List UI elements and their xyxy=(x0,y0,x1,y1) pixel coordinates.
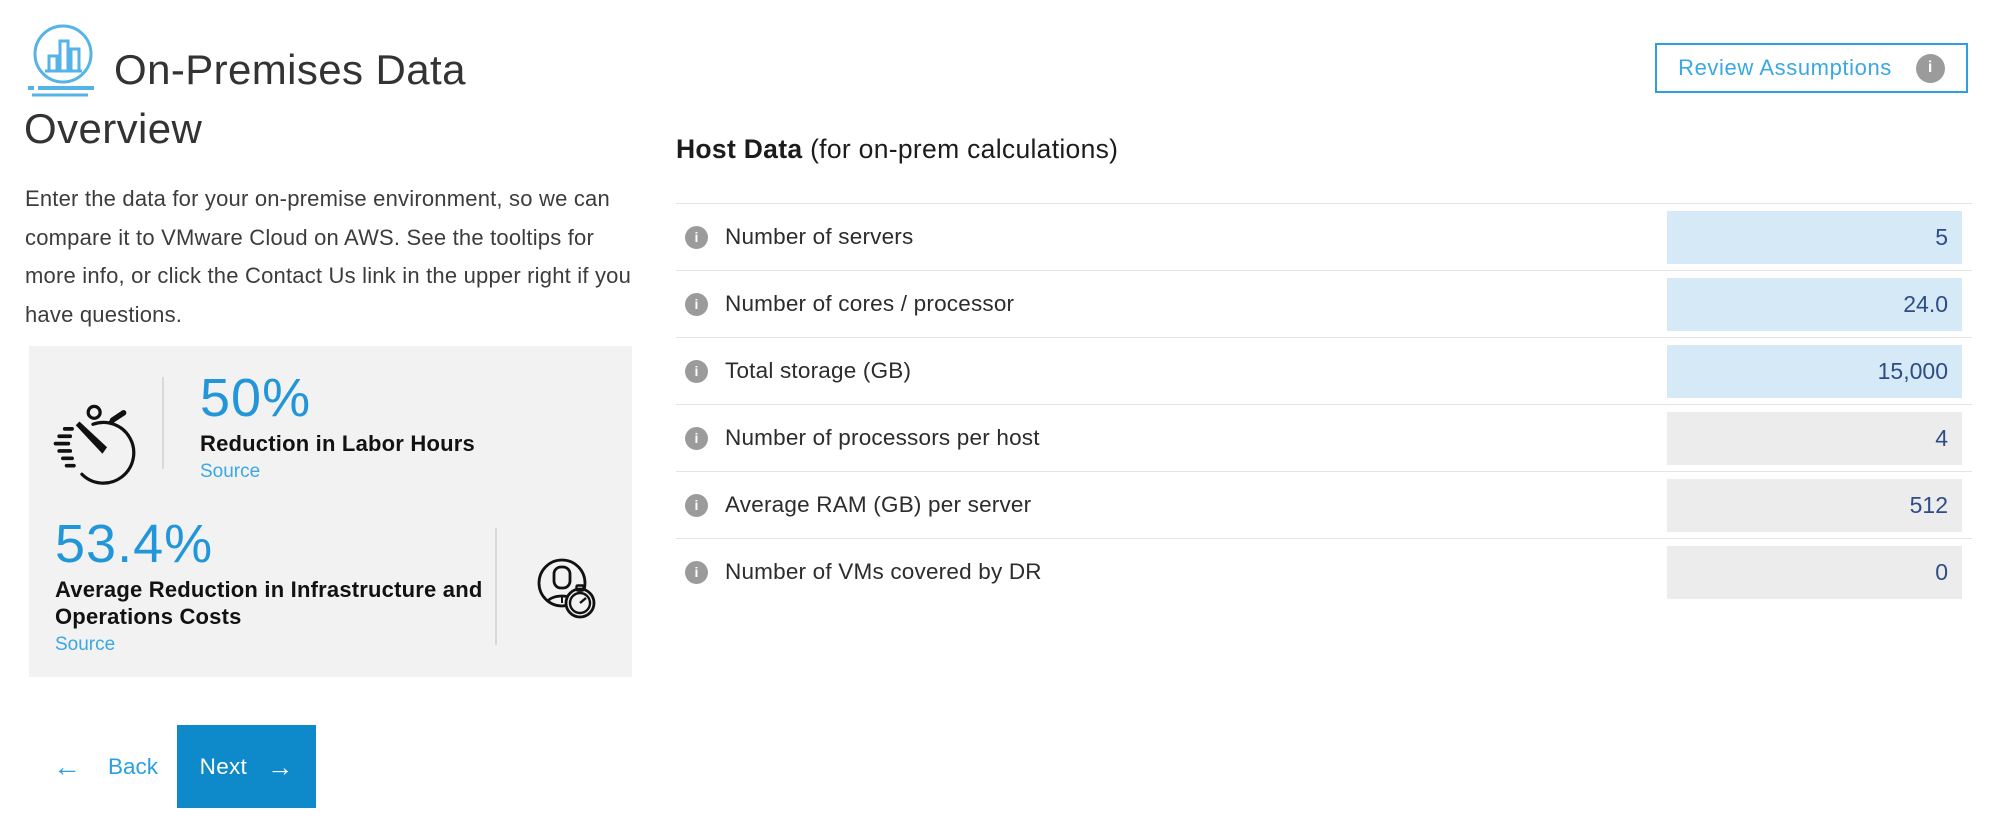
host-data-subtitle: (for on-prem calculations) xyxy=(810,134,1119,164)
review-assumptions-label: Review Assumptions xyxy=(1678,55,1892,80)
row-input[interactable] xyxy=(1667,278,1962,331)
stat-label: Reduction in Labor Hours xyxy=(200,431,475,456)
host-data-heading xyxy=(676,134,1118,165)
page-title-block xyxy=(24,18,624,157)
info-icon[interactable]: i xyxy=(685,226,708,249)
review-assumptions-button[interactable] xyxy=(1655,43,1968,93)
row-label: Number of cores / processor xyxy=(725,291,1015,316)
host-data-title: Host Data xyxy=(676,134,803,164)
divider xyxy=(162,377,164,469)
back-arrow-icon: ← xyxy=(53,750,81,782)
host-data-table xyxy=(676,203,1972,605)
next-button[interactable] xyxy=(177,725,316,808)
source-link[interactable]: Source xyxy=(200,461,261,482)
page-title xyxy=(24,18,624,157)
info-icon[interactable]: i xyxy=(685,427,708,450)
divider xyxy=(495,528,497,645)
source-link[interactable]: Source xyxy=(55,634,116,655)
back-button[interactable] xyxy=(53,750,159,782)
table-row xyxy=(676,203,1972,270)
stat-labor-hours xyxy=(29,346,632,490)
admin-with-stopwatch-icon xyxy=(535,556,599,624)
stat-value: 50% xyxy=(200,368,312,428)
row-label: Number of processors per host xyxy=(725,425,1040,450)
info-icon[interactable]: i xyxy=(685,293,708,316)
row-label: Total storage (GB) xyxy=(725,358,912,383)
bar-chart-presentation-icon xyxy=(24,18,100,100)
row-label: Number of VMs covered by DR xyxy=(725,559,1042,584)
stats-box xyxy=(29,346,632,677)
table-row xyxy=(676,270,1972,337)
table-row xyxy=(676,404,1972,471)
page-title-text: On-Premises Data Overview xyxy=(24,46,466,152)
stat-label: Average Reduction in Infrastructure and Operations Costs xyxy=(55,577,483,629)
row-label: Number of servers xyxy=(725,224,914,249)
info-icon[interactable]: i xyxy=(685,360,708,383)
stat-cost-reduction xyxy=(29,516,632,656)
table-row xyxy=(676,337,1972,404)
intro-text: Enter the data for your on-premise environment, so we can compare it to VMware Cloud on AWS. See the tooltips for more info, or click the Contact Us link in the upper right if you have questions. xyxy=(25,186,632,327)
info-icon[interactable]: i xyxy=(1916,54,1945,83)
table-row xyxy=(676,538,1972,605)
row-input xyxy=(1667,546,1962,599)
wizard-nav xyxy=(53,725,316,808)
stopwatch-icon xyxy=(29,370,162,490)
row-input[interactable] xyxy=(1667,345,1962,398)
row-input xyxy=(1667,412,1962,465)
row-input[interactable] xyxy=(1667,211,1962,264)
back-label: Back xyxy=(108,753,159,779)
info-icon[interactable]: i xyxy=(685,494,708,517)
stat-value: 53.4% xyxy=(55,514,214,574)
next-arrow-icon: → xyxy=(267,751,294,782)
table-row xyxy=(676,471,1972,538)
row-label: Average RAM (GB) per server xyxy=(725,492,1032,517)
info-icon[interactable]: i xyxy=(685,561,708,584)
next-label: Next xyxy=(199,753,248,779)
row-input xyxy=(1667,479,1962,532)
